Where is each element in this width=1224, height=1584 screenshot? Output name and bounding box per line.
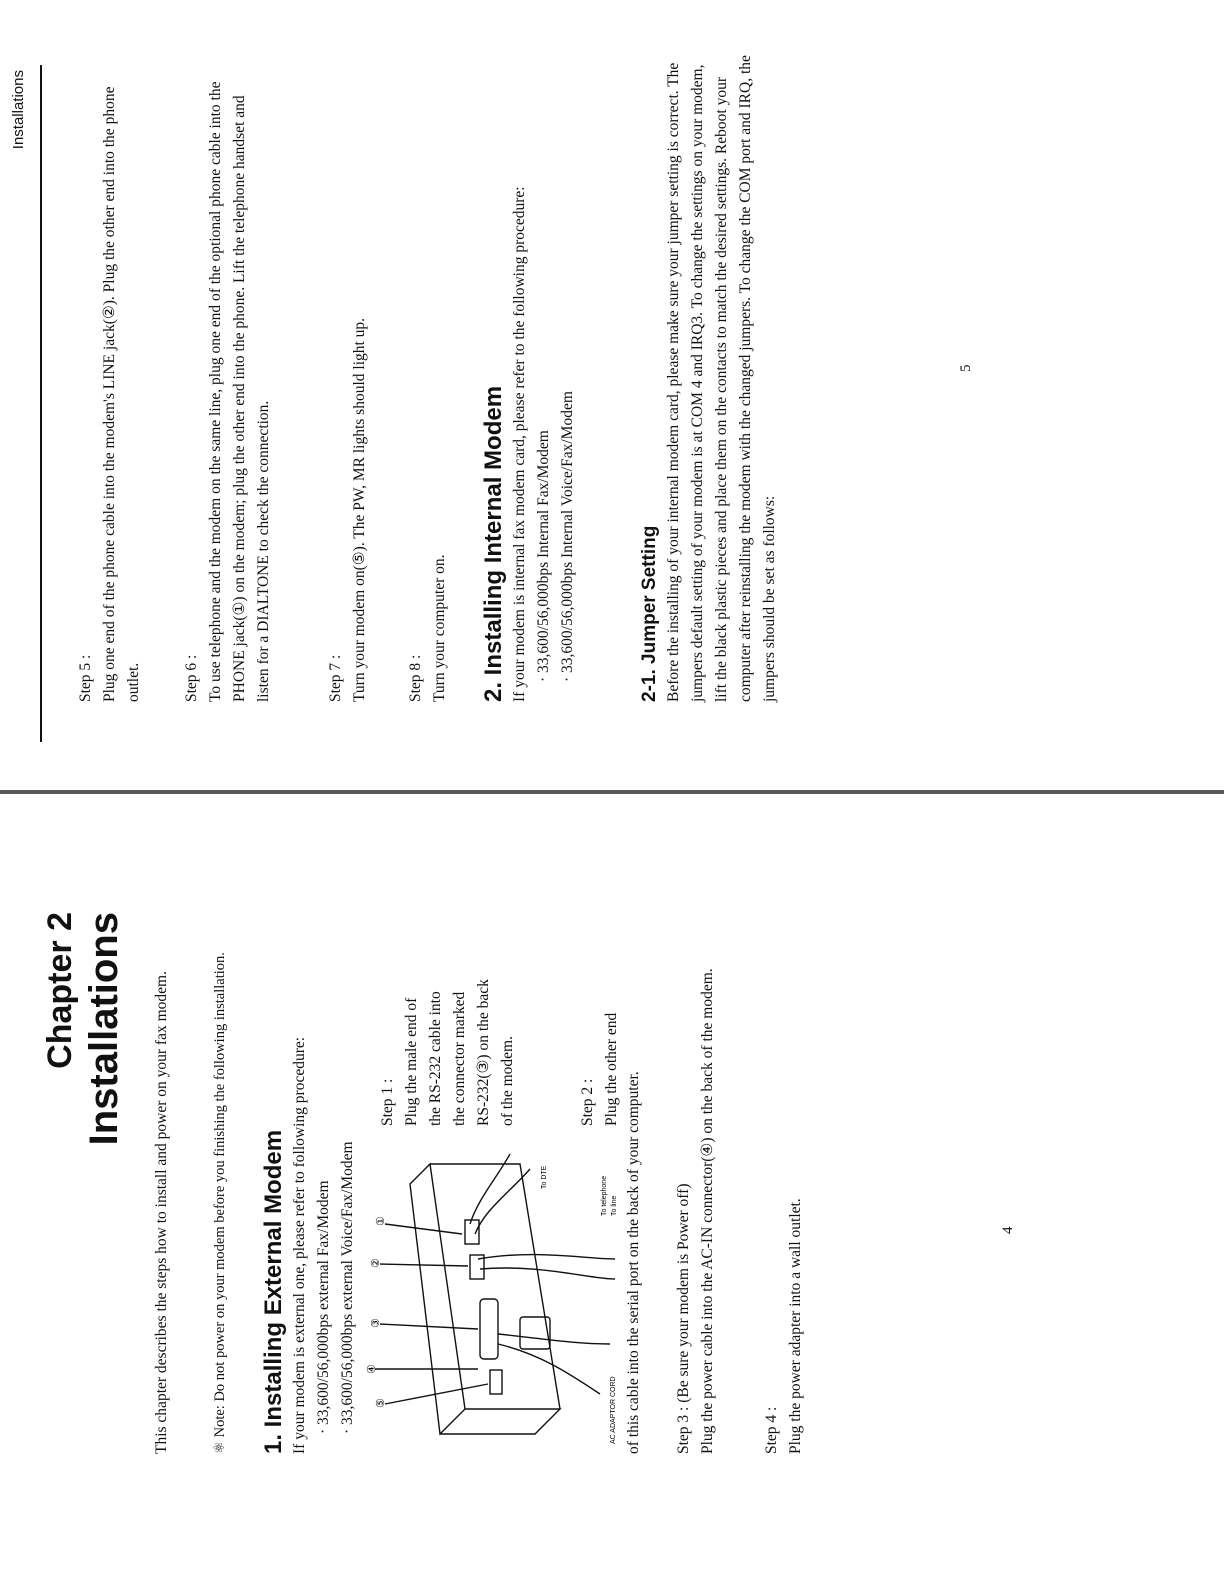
- label-line: To line: [611, 1195, 618, 1216]
- section-lead: If your modem is internal fax modem card, please refer to the following procedure:: [511, 186, 528, 702]
- note-icon: ⚛: [212, 1441, 228, 1454]
- step-2-continuation: of this cable into the serial port on the back of your computer.: [625, 1071, 642, 1454]
- chapter-heading: [40, 912, 128, 1145]
- step-text: Plug the male end of the RS-232 cable into the connector marked RS-232(③) on the back of the modem.: [403, 979, 516, 1126]
- step-label: Step 6 :: [183, 654, 200, 702]
- list-item: · 33,600/56,000bps Internal Fax/Modem: [532, 52, 556, 682]
- callout-3: ③: [370, 1318, 382, 1328]
- step-5: [74, 62, 146, 702]
- step-label: Step 2 :: [579, 1078, 596, 1126]
- step-text: To use telephone and the modem on the same line, plug one end of the optional phone cable into the PHONE jack(①) on the modem; plug the other end into the phone. Lift the telephone handset and listen for a DIALTONE to check the connection.: [207, 81, 272, 702]
- page-number: 5: [958, 364, 974, 372]
- step-8: [404, 62, 452, 702]
- step-label: Step 5 :: [77, 654, 94, 702]
- callout-1: ①: [375, 1216, 387, 1226]
- list-item: · 33,600/56,000bps external Voice/Fax/Modem: [336, 814, 360, 1434]
- section-heading: 1. Installing External Modem: [260, 1129, 287, 1454]
- subsection-heading: 2-1. Jumper Setting: [639, 525, 660, 702]
- step-text: Plug one end of the phone cable into the modem's LINE jack(②). Plug the other end into the phone outlet.: [101, 86, 142, 702]
- step-3: [672, 814, 720, 1454]
- step-text: Plug the power adapter into a wall outlet.: [787, 1198, 804, 1454]
- step-label: Step 4 :: [763, 1406, 780, 1454]
- step-text: Plug the other end: [603, 1012, 620, 1126]
- callout-4: ④: [366, 1364, 378, 1374]
- header-rule: [40, 65, 42, 742]
- chapter-title: Installations: [82, 912, 126, 1146]
- step-6: [180, 62, 276, 702]
- step-4: [760, 814, 808, 1454]
- chapter-label: Chapter 2: [41, 912, 79, 1069]
- note-block: [208, 834, 232, 1454]
- list-item: · 33,600/56,000bps external Fax/Modem: [312, 814, 336, 1434]
- step-1: [376, 976, 520, 1126]
- step-label: Step 7 :: [327, 654, 344, 702]
- callout-2: ②: [370, 1258, 382, 1268]
- jumper-text: Before the installing of your internal modem card, please make sure your jumper setting is correct. The jumpers default setting of your modem is at COM 4 and IRQ3. To change the settings on your modem, lift the black plastic pieces and place them on the contacts to match the desired settings. Reboot your computer after reinstalling the modem with the changed jumpers. To change the COM port and IRQ, the jumpers should be set as follows:: [665, 55, 778, 702]
- label-dte: To DTE: [541, 1165, 548, 1189]
- left-page: [0, 792, 1224, 1584]
- label-telephone: To telephone: [601, 1175, 608, 1216]
- model-list: [532, 52, 580, 702]
- step-text: Turn your computer on.: [431, 554, 448, 702]
- step-text: Plug the power cable into the AC-IN connector(④) on the back of the modem.: [699, 968, 716, 1454]
- note-text: Note: Do not power on your modem before you finishing the following installation.: [212, 952, 228, 1438]
- modem-illustration: [375, 1154, 615, 1434]
- section-heading: 2. Installing Internal Modem: [480, 385, 507, 702]
- page-number: 4: [1000, 1226, 1016, 1234]
- label-ac-cord: AC ADAPTOR CORD: [610, 1376, 617, 1444]
- model-list: [312, 814, 360, 1454]
- section-lead: If your modem is external one, please refer to following procedure:: [291, 1036, 308, 1454]
- section-jumper: [638, 52, 782, 702]
- step-label: Step 3 : (Be sure your modem is Power off): [675, 1183, 692, 1454]
- external-modem-figure: [366, 1144, 620, 1454]
- callout-5: ⑤: [375, 1398, 387, 1408]
- section-internal: [480, 52, 580, 702]
- step-2: [576, 956, 624, 1126]
- step-7: [324, 62, 372, 702]
- step-label: Step 8 :: [407, 654, 424, 702]
- running-header: Installations: [10, 70, 27, 150]
- chapter-intro: This chapter describes the steps how to install and power on your fax modem.: [153, 971, 170, 1454]
- step-text: Turn your modem on(⑤). The PW, MR lights should light up.: [351, 317, 368, 702]
- section-external: [260, 814, 360, 1454]
- list-item: · 33,600/56,000bps Internal Voice/Fax/Modem: [556, 52, 580, 682]
- step-label: Step 1 :: [379, 1078, 396, 1126]
